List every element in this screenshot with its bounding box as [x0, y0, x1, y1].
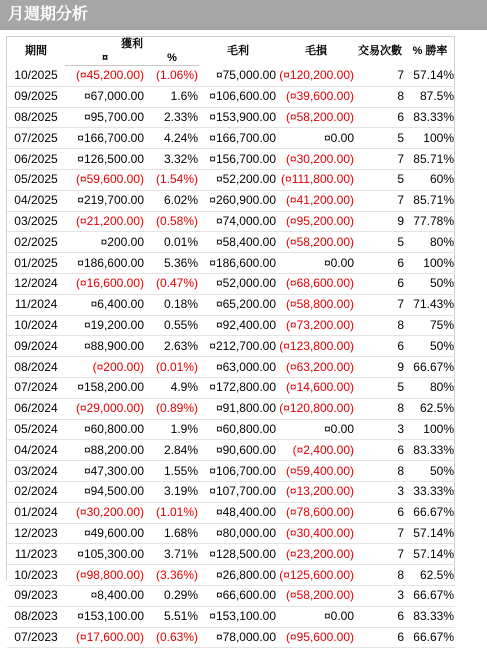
cell-period: 01/2025: [7, 253, 65, 274]
table-row[interactable]: [7, 253, 455, 274]
cell-trades: 6: [355, 627, 405, 648]
column-header-gross-profit[interactable]: 毛利: [227, 45, 249, 58]
cell-gross-profit: ¤260,900.00: [199, 190, 277, 211]
cell-profit-percent: (1.54%): [145, 169, 199, 190]
cell-profit-percent: 0.01%: [145, 232, 199, 253]
cell-gross-profit: ¤212,700.00: [199, 336, 277, 357]
cell-win-rate: 50%: [405, 336, 455, 357]
cell-win-rate: 57.14%: [405, 544, 455, 565]
cell-profit-percent: 3.19%: [145, 481, 199, 502]
cell-win-rate: 66.67%: [405, 357, 455, 378]
cell-profit: ¤6,400.00: [65, 294, 145, 315]
cell-gross-profit: ¤92,400.00: [199, 315, 277, 336]
cell-profit-percent: 4.24%: [145, 128, 199, 149]
table-row[interactable]: [7, 232, 455, 253]
cell-trades: 3: [355, 585, 405, 606]
table-row[interactable]: [7, 315, 455, 336]
table-row[interactable]: [7, 398, 455, 419]
cell-trades: 7: [355, 66, 405, 87]
table-row[interactable]: [7, 86, 455, 107]
cell-gross-loss: (¤95,600.00): [277, 627, 355, 648]
cell-trades: 8: [355, 461, 405, 482]
cell-trades: 6: [355, 606, 405, 627]
cell-win-rate: 66.67%: [405, 502, 455, 523]
cell-profit: ¤60,800.00: [65, 419, 145, 440]
cell-gross-profit: ¤128,500.00: [199, 544, 277, 565]
cell-trades: 3: [355, 419, 405, 440]
cell-profit-percent: 1.9%: [145, 419, 199, 440]
cell-period: 04/2025: [7, 190, 65, 211]
cell-gross-profit: ¤75,000.00: [199, 66, 277, 87]
cell-gross-loss: (¤41,200.00): [277, 190, 355, 211]
cell-gross-loss: (¤68,600.00): [277, 273, 355, 294]
monthly-analysis-panel: [0, 30, 487, 644]
cell-trades: 5: [355, 169, 405, 190]
cell-period: 06/2025: [7, 149, 65, 170]
cell-gross-profit: ¤63,000.00: [199, 357, 277, 378]
cell-gross-loss: ¤0.00: [277, 606, 355, 627]
cell-trades: 7: [355, 190, 405, 211]
cell-gross-profit: ¤78,000.00: [199, 627, 277, 648]
cell-win-rate: 66.67%: [405, 585, 455, 606]
monthly-analysis-table: [7, 37, 455, 648]
cell-period: 09/2023: [7, 585, 65, 606]
cell-trades: 8: [355, 565, 405, 586]
cell-trades: 5: [355, 232, 405, 253]
cell-gross-loss: (¤58,200.00): [277, 232, 355, 253]
table-row[interactable]: [7, 336, 455, 357]
cell-period: 02/2024: [7, 481, 65, 502]
cell-trades: 6: [355, 502, 405, 523]
cell-win-rate: 100%: [405, 419, 455, 440]
table-row[interactable]: [7, 211, 455, 232]
cell-gross-profit: ¤107,700.00: [199, 481, 277, 502]
table-row[interactable]: [7, 565, 455, 586]
cell-profit-percent: 4.9%: [145, 377, 199, 398]
cell-gross-profit: ¤58,400.00: [199, 232, 277, 253]
cell-profit-percent: (0.89%): [145, 398, 199, 419]
cell-gross-profit: ¤60,800.00: [199, 419, 277, 440]
cell-gross-loss: (¤58,200.00): [277, 585, 355, 606]
cell-gross-loss: (¤95,200.00): [277, 211, 355, 232]
cell-gross-profit: ¤186,600.00: [199, 253, 277, 274]
cell-win-rate: 57.14%: [405, 523, 455, 544]
cell-gross-loss: (¤23,200.00): [277, 544, 355, 565]
table-body: [7, 66, 455, 648]
table-row[interactable]: [7, 440, 455, 461]
cell-profit: ¤94,500.00: [65, 481, 145, 502]
cell-win-rate: 80%: [405, 232, 455, 253]
cell-gross-profit: ¤66,600.00: [199, 585, 277, 606]
cell-period: 10/2023: [7, 565, 65, 586]
table-row[interactable]: [7, 419, 455, 440]
column-header-profit-currency[interactable]: ¤: [65, 51, 145, 66]
cell-profit-percent: 1.55%: [145, 461, 199, 482]
cell-profit: ¤88,900.00: [65, 336, 145, 357]
table-row[interactable]: [7, 585, 455, 606]
cell-win-rate: 100%: [405, 128, 455, 149]
cell-profit: ¤8,400.00: [65, 585, 145, 606]
cell-profit: (¤30,200.00): [65, 502, 145, 523]
cell-gross-loss: (¤78,600.00): [277, 502, 355, 523]
cell-profit: (¤45,200.00): [65, 66, 145, 87]
cell-period: 06/2024: [7, 398, 65, 419]
cell-gross-profit: ¤153,900.00: [199, 107, 277, 128]
cell-period: 09/2025: [7, 86, 65, 107]
cell-profit: ¤158,200.00: [65, 377, 145, 398]
cell-profit: ¤186,600.00: [65, 253, 145, 274]
table-row[interactable]: [7, 190, 455, 211]
column-header-trades[interactable]: 交易次數: [358, 45, 402, 58]
cell-win-rate: 80%: [405, 377, 455, 398]
cell-win-rate: 62.5%: [405, 565, 455, 586]
table-row[interactable]: [7, 523, 455, 544]
cell-period: 07/2024: [7, 377, 65, 398]
cell-gross-profit: ¤153,100.00: [199, 606, 277, 627]
cell-gross-loss: (¤63,200.00): [277, 357, 355, 378]
column-header-gross-loss[interactable]: 毛損: [305, 45, 327, 58]
cell-period: 02/2025: [7, 232, 65, 253]
cell-profit-percent: 0.55%: [145, 315, 199, 336]
table-row[interactable]: [7, 606, 455, 627]
cell-profit: ¤105,300.00: [65, 544, 145, 565]
cell-gross-profit: ¤106,600.00: [199, 86, 277, 107]
cell-trades: 8: [355, 86, 405, 107]
cell-trades: 6: [355, 253, 405, 274]
cell-trades: 9: [355, 211, 405, 232]
cell-profit: (¤59,600.00): [65, 169, 145, 190]
cell-gross-loss: (¤58,800.00): [277, 294, 355, 315]
cell-period: 12/2023: [7, 523, 65, 544]
cell-gross-profit: ¤172,800.00: [199, 377, 277, 398]
cell-period: 08/2023: [7, 606, 65, 627]
cell-profit: (¤98,800.00): [65, 565, 145, 586]
cell-gross-loss: ¤0.00: [277, 253, 355, 274]
cell-win-rate: 87.5%: [405, 86, 455, 107]
cell-profit-percent: (1.01%): [145, 502, 199, 523]
cell-profit-percent: 0.29%: [145, 585, 199, 606]
cell-profit: ¤219,700.00: [65, 190, 145, 211]
column-header-profit-percent[interactable]: %: [145, 51, 199, 66]
cell-profit-percent: 5.36%: [145, 253, 199, 274]
cell-period: 04/2024: [7, 440, 65, 461]
cell-trades: 5: [355, 128, 405, 149]
cell-gross-loss: (¤30,400.00): [277, 523, 355, 544]
cell-win-rate: 83.33%: [405, 107, 455, 128]
cell-gross-loss: (¤59,400.00): [277, 461, 355, 482]
cell-gross-loss: (¤2,400.00): [277, 440, 355, 461]
cell-gross-loss: (¤14,600.00): [277, 377, 355, 398]
cell-period: 10/2024: [7, 315, 65, 336]
table-row[interactable]: [7, 377, 455, 398]
panel-title: 月週期分析: [0, 0, 487, 30]
cell-gross-profit: ¤91,800.00: [199, 398, 277, 419]
table-row[interactable]: [7, 149, 455, 170]
column-header-profit[interactable]: 獲利: [121, 38, 143, 50]
cell-profit: ¤153,100.00: [65, 606, 145, 627]
cell-win-rate: 50%: [405, 461, 455, 482]
cell-win-rate: 60%: [405, 169, 455, 190]
cell-win-rate: 57.14%: [405, 66, 455, 87]
cell-period: 03/2025: [7, 211, 65, 232]
cell-win-rate: 85.71%: [405, 190, 455, 211]
cell-profit-percent: 1.68%: [145, 523, 199, 544]
cell-gross-loss: (¤123,800.00): [277, 336, 355, 357]
cell-win-rate: 62.5%: [405, 398, 455, 419]
cell-profit-percent: 1.6%: [145, 86, 199, 107]
cell-gross-profit: ¤106,700.00: [199, 461, 277, 482]
table-row[interactable]: [7, 273, 455, 294]
cell-win-rate: 100%: [405, 253, 455, 274]
cell-trades: 8: [355, 398, 405, 419]
cell-profit: ¤49,600.00: [65, 523, 145, 544]
monthly-table-container[interactable]: [6, 36, 455, 644]
cell-profit: (¤21,200.00): [65, 211, 145, 232]
cell-profit: (¤29,000.00): [65, 398, 145, 419]
cell-trades: 7: [355, 149, 405, 170]
cell-profit-percent: 6.02%: [145, 190, 199, 211]
table-row[interactable]: [7, 627, 455, 648]
cell-period: 03/2024: [7, 461, 65, 482]
table-row[interactable]: [7, 544, 455, 565]
cell-period: 12/2024: [7, 273, 65, 294]
column-header-win-rate[interactable]: % 勝率: [412, 45, 448, 58]
cell-gross-loss: (¤13,200.00): [277, 481, 355, 502]
cell-win-rate: 33.33%: [405, 481, 455, 502]
cell-trades: 6: [355, 336, 405, 357]
cell-period: 08/2024: [7, 357, 65, 378]
cell-period: 10/2025: [7, 66, 65, 87]
cell-profit-percent: (0.01%): [145, 357, 199, 378]
cell-profit-percent: (0.58%): [145, 211, 199, 232]
cell-win-rate: 71.43%: [405, 294, 455, 315]
cell-profit-percent: 3.71%: [145, 544, 199, 565]
table-row[interactable]: [7, 107, 455, 128]
cell-trades: 9: [355, 357, 405, 378]
cell-period: 05/2025: [7, 169, 65, 190]
cell-trades: 7: [355, 294, 405, 315]
cell-profit-percent: 3.32%: [145, 149, 199, 170]
cell-period: 09/2024: [7, 336, 65, 357]
cell-profit: ¤47,300.00: [65, 461, 145, 482]
table-row[interactable]: [7, 357, 455, 378]
cell-trades: 7: [355, 544, 405, 565]
cell-gross-profit: ¤74,000.00: [199, 211, 277, 232]
cell-profit: ¤88,200.00: [65, 440, 145, 461]
cell-gross-profit: ¤52,000.00: [199, 273, 277, 294]
cell-period: 07/2023: [7, 627, 65, 648]
cell-profit: ¤67,000.00: [65, 86, 145, 107]
cell-period: 05/2024: [7, 419, 65, 440]
cell-period: 11/2024: [7, 294, 65, 315]
table-row[interactable]: [7, 294, 455, 315]
cell-profit: ¤95,700.00: [65, 107, 145, 128]
table-row[interactable]: [7, 481, 455, 502]
cell-profit-percent: 2.33%: [145, 107, 199, 128]
cell-trades: 6: [355, 107, 405, 128]
cell-profit: (¤16,600.00): [65, 273, 145, 294]
cell-gross-profit: ¤48,400.00: [199, 502, 277, 523]
cell-gross-loss: (¤120,200.00): [277, 66, 355, 87]
cell-gross-profit: ¤166,700.00: [199, 128, 277, 149]
cell-win-rate: 50%: [405, 273, 455, 294]
cell-win-rate: 77.78%: [405, 211, 455, 232]
cell-gross-profit: ¤65,200.00: [199, 294, 277, 315]
cell-profit-percent: (3.36%): [145, 565, 199, 586]
table-row[interactable]: [7, 502, 455, 523]
cell-gross-loss: (¤125,600.00): [277, 565, 355, 586]
cell-trades: 3: [355, 481, 405, 502]
table-row[interactable]: [7, 169, 455, 190]
cell-period: 08/2025: [7, 107, 65, 128]
cell-trades: 6: [355, 440, 405, 461]
cell-gross-loss: ¤0.00: [277, 128, 355, 149]
cell-profit: ¤166,700.00: [65, 128, 145, 149]
cell-gross-loss: (¤120,800.00): [277, 398, 355, 419]
cell-gross-loss: (¤111,800.00): [277, 169, 355, 190]
column-header-period[interactable]: 期間: [25, 45, 47, 58]
cell-trades: 5: [355, 377, 405, 398]
cell-win-rate: 83.33%: [405, 440, 455, 461]
cell-profit-percent: 5.51%: [145, 606, 199, 627]
cell-win-rate: 83.33%: [405, 606, 455, 627]
cell-gross-profit: ¤52,200.00: [199, 169, 277, 190]
cell-period: 01/2024: [7, 502, 65, 523]
cell-gross-loss: ¤0.00: [277, 419, 355, 440]
cell-profit-percent: (0.63%): [145, 627, 199, 648]
cell-gross-loss: (¤73,200.00): [277, 315, 355, 336]
cell-win-rate: 85.71%: [405, 149, 455, 170]
cell-profit: ¤126,500.00: [65, 149, 145, 170]
cell-profit-percent: 0.18%: [145, 294, 199, 315]
cell-gross-loss: (¤39,600.00): [277, 86, 355, 107]
cell-profit: (¤200.00): [65, 357, 145, 378]
cell-gross-loss: (¤58,200.00): [277, 107, 355, 128]
cell-profit: ¤19,200.00: [65, 315, 145, 336]
cell-win-rate: 66.67%: [405, 627, 455, 648]
cell-gross-loss: (¤30,200.00): [277, 149, 355, 170]
cell-period: 11/2023: [7, 544, 65, 565]
cell-profit: ¤200.00: [65, 232, 145, 253]
table-row[interactable]: [7, 128, 455, 149]
table-row[interactable]: [7, 461, 455, 482]
cell-period: 07/2025: [7, 128, 65, 149]
cell-trades: 7: [355, 523, 405, 544]
cell-gross-profit: ¤80,000.00: [199, 523, 277, 544]
cell-profit-percent: (0.47%): [145, 273, 199, 294]
cell-gross-profit: ¤90,600.00: [199, 440, 277, 461]
cell-profit-percent: 2.63%: [145, 336, 199, 357]
cell-gross-profit: ¤156,700.00: [199, 149, 277, 170]
cell-trades: 6: [355, 273, 405, 294]
cell-gross-profit: ¤26,800.00: [199, 565, 277, 586]
cell-profit: (¤17,600.00): [65, 627, 145, 648]
cell-profit-percent: (1.06%): [145, 66, 199, 87]
table-row[interactable]: [7, 66, 455, 87]
cell-profit-percent: 2.84%: [145, 440, 199, 461]
cell-trades: 8: [355, 315, 405, 336]
cell-win-rate: 75%: [405, 315, 455, 336]
